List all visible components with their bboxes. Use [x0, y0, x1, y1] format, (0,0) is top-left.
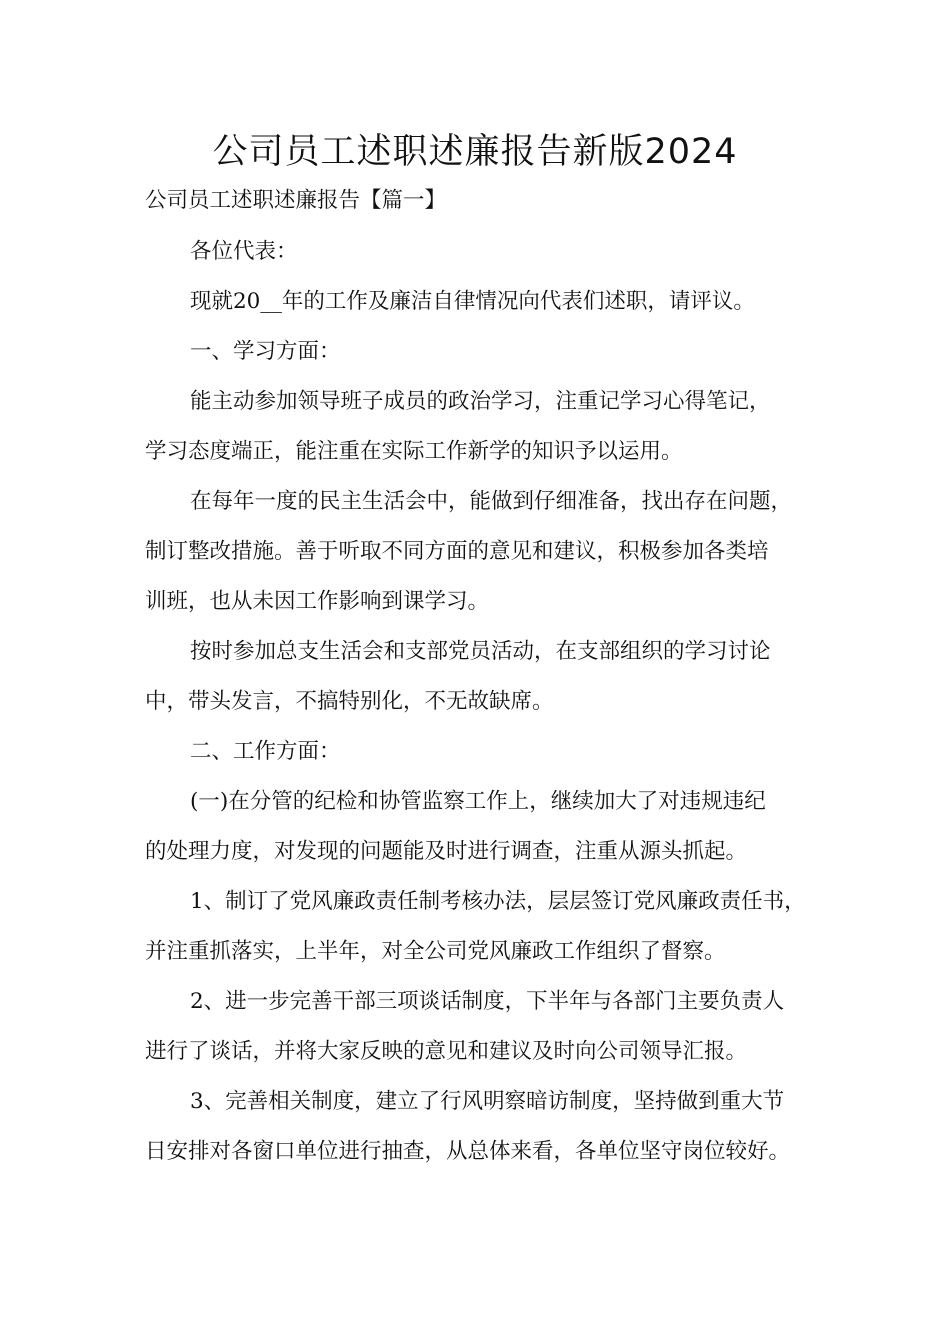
paragraph-line: 训班，也从未因工作影响到课学习。	[145, 589, 490, 614]
paragraph-line: 制订整改措施。善于听取不同方面的意见和建议，积极参加各类培	[145, 539, 769, 564]
subheading: 二、工作方面：	[190, 739, 341, 764]
paragraph-line: 3、完善相关制度，建立了行风明察暗访制度，坚持做到重大节	[190, 1089, 785, 1114]
paragraph-line: (一)在分管的纪检和协管监察工作上，继续加大了对违规违纪	[190, 789, 766, 814]
paragraph-line: 并注重抓落实，上半年，对全公司党风廉政工作组织了督察。	[145, 939, 726, 964]
paragraph-line: 日安排对各窗口单位进行抽查，从总体来看，各单位坚守岗位较好。	[145, 1139, 791, 1164]
paragraph-line: 1、制订了党风廉政责任制考核办法，层层签订党风廉政责任书，	[190, 889, 806, 914]
paragraph-line: 能主动参加领导班子成员的政治学习，注重记学习心得笔记，	[190, 389, 771, 414]
paragraph-line: 进行了谈话，并将大家反映的意见和建议及时向公司领导汇报。	[145, 1039, 748, 1064]
subheading: 一、学习方面：	[190, 339, 341, 364]
paragraph-line: 学习态度端正，能注重在实际工作新学的知识予以运用。	[145, 439, 683, 464]
paragraph-line: 现就20__年的工作及廉洁自律情况向代表们述职，请评议。	[190, 289, 755, 314]
paragraph-line: 在每年一度的民主生活会中，能做到仔细准备，找出存在问题，	[190, 489, 793, 514]
paragraph-line: 2、进一步完善干部三项谈话制度，下半年与各部门主要负责人	[190, 989, 785, 1014]
section-heading: 公司员工述职述廉报告【篇一】	[145, 188, 447, 213]
paragraph-line: 按时参加总支生活会和支部党员活动，在支部组织的学习讨论	[190, 639, 771, 664]
document-title: 公司员工述职述廉报告新版2024	[212, 132, 738, 172]
paragraph-line: 中，带头发言，不搞特别化，不无故缺席。	[145, 689, 554, 714]
paragraph-line: 的处理力度，对发现的问题能及时进行调查，注重从源头抓起。	[145, 839, 748, 864]
salutation: 各位代表：	[190, 239, 298, 264]
